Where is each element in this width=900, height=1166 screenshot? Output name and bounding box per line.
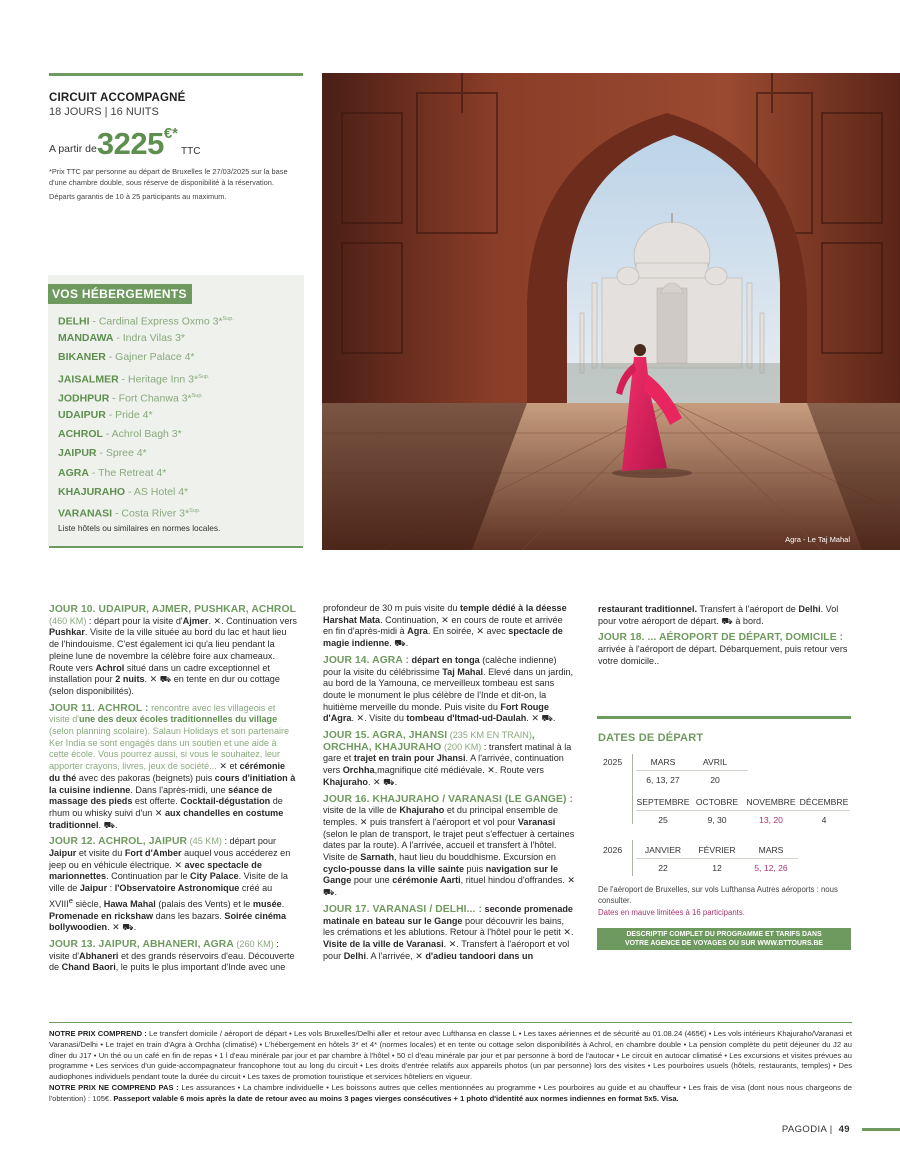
hotel-name: - Costa River 3* bbox=[112, 507, 190, 520]
hotel-name: - Fort Chanwa 3* bbox=[109, 392, 192, 405]
hotel-city: DELHI bbox=[58, 315, 90, 328]
hotels-footnote: Liste hôtels ou similaires en normes locales. bbox=[58, 523, 221, 533]
hotel-sup: Sup. bbox=[189, 507, 201, 514]
hotel-name: - Achrol Bagh 3* bbox=[102, 428, 182, 441]
day-18: JOUR 18. ... AÉROPORT DE DÉPART, DOMICILE : arrivée à l'aéroport de départ. Débarquement, puis retour vers votre domicile.. bbox=[598, 632, 848, 666]
day-14-title: JOUR 14. AGRA : bbox=[323, 654, 409, 666]
row-divider bbox=[636, 770, 748, 771]
hotel-city: MANDAWA bbox=[58, 332, 114, 345]
hotel-item bbox=[58, 444, 234, 463]
day-10-title: JOUR 10. UDAIPUR, AJMER, PUSHKAR, ACHROL bbox=[49, 604, 296, 615]
hotel-item bbox=[58, 329, 234, 348]
hotel-item bbox=[58, 406, 234, 425]
month-mars-2026: MARS bbox=[758, 845, 784, 855]
price-currency: €* bbox=[163, 125, 179, 142]
price-prefix: A partir de bbox=[49, 143, 97, 155]
day-15-title-2: , ORCHHA, KHAJURAHO bbox=[323, 730, 535, 753]
month-novembre: NOVEMBRE bbox=[746, 797, 796, 807]
taj-mahal-photo bbox=[322, 73, 900, 550]
days-decembre: 4 bbox=[821, 815, 827, 825]
cta-line-2: VOTRE AGENCE DE VOYAGES OU SUR WWW.BTTOURS.BE bbox=[624, 940, 824, 947]
row-divider bbox=[636, 858, 798, 859]
day-18-title: JOUR 18. ... AÉROPORT DE DÉPART, DOMICILE : bbox=[598, 632, 844, 644]
month-fevrier: FÉVRIER bbox=[698, 845, 736, 855]
hotel-item bbox=[58, 387, 234, 406]
hotel-item bbox=[58, 425, 234, 444]
day-12-distance: (45 KM) bbox=[189, 836, 222, 847]
hotel-sup: Sup. bbox=[198, 373, 210, 380]
hotel-sup: Sup. bbox=[191, 392, 203, 399]
days-octobre: 9, 30 bbox=[707, 815, 727, 825]
day-15-distance-2: (200 KM) bbox=[443, 741, 482, 752]
year-2026: 2026 bbox=[603, 845, 623, 855]
month-avril: AVRIL bbox=[702, 757, 728, 767]
month-decembre: DÉCEMBRE bbox=[799, 797, 849, 807]
row-divider bbox=[636, 810, 850, 811]
circuit-duration: 18 JOURS | 16 NUITS bbox=[49, 106, 159, 118]
footer-bar bbox=[862, 1128, 900, 1131]
photo-caption: Agra - Le Taj Mahal bbox=[785, 535, 850, 544]
day-16-title: JOUR 16. KHAJURAHO / VARANASI (LE GANGE) : bbox=[323, 793, 574, 805]
days-janvier: 22 bbox=[658, 863, 668, 873]
day-12: JOUR 12. ACHROL, JAIPUR (45 KM) : départ pour Jaipur et visite du Fort d'Amber auquel vous accéderez en jeep ou en véhicule électrique. ✕ avec spectacle de marionnettes. Continuation par le City Palace. Visite de la ville de Jaipur : l'Observatoire Astronomique créé au XVIIIe siècle, Hawa Mahal (palais des Vents) et le musée. Promenade en rickshaw dans les bazars. Soirée cinéma bollywoodien. ✕ ⛟. bbox=[49, 836, 291, 933]
comprend-label: NOTRE PRIX COMPREND : bbox=[49, 1029, 147, 1038]
comprend-text: Le transfert domicile / aéroport de départ • Les vols Bruxelles/Delhi aller et retour avec Lufthansa en classe L • Les taxes aériennes et de sécurité au 01.08.24 (465€) • Les vols intérieurs Khajuraho/Varanasi et Varanasi/Delhi • Le trajet en train d'Agra à Orchha (climatisé) • L'hébergement en hôtels 3* et 4* (normes locales) et en tente ou cottage selon disponibilités à Achrol, en chambre double • La pension complète du petit déjeuner du J2 au dîner du J17 • Un thé ou un café en fin de repas • 1 l d'eau minérale par jour et par chambre à l'hôtel • 50 cl d'eau minérale par jour et par personne à bord de l'autocar • Le circuit en autocar climatisé • Les excursions et visites prévues au programme • Les services d'un guide-accompagnateur francophone tout au long du circuit • Les droits d'entrée relatifs aux appareils photos (un par personne) lors des visites • Les pourboires usuels (hôtels, restaurants, temples) • Des audiophones individuels pendant toute la durée du circuit • Les taxes de promotion touristique et services hôteliers en vigueur. bbox=[49, 1029, 852, 1082]
hotel-item bbox=[58, 368, 234, 387]
price-value: 3225 bbox=[96, 126, 164, 161]
hotel-item bbox=[58, 348, 234, 367]
hotel-city: JAIPUR bbox=[58, 447, 97, 460]
hotel-name: - Pride 4* bbox=[105, 408, 153, 421]
hotel-name: - Gajner Palace 4* bbox=[105, 351, 195, 364]
hotel-item bbox=[58, 483, 234, 502]
hotel-name: - Spree 4* bbox=[96, 447, 147, 460]
header-top-rule bbox=[49, 73, 303, 76]
hotel-name: - Heritage Inn 3* bbox=[118, 373, 199, 386]
days-septembre: 25 bbox=[658, 815, 668, 825]
day-13-continued: profondeur de 30 m puis visite du temple dédié à la déesse Harshat Mata. Continuation, ✕ en cours de route et arrivée en fin d'après-midi à Agra. En soirée, ✕ avec spectacle de magie indienne. ⛟. bbox=[323, 603, 567, 649]
day-13-distance: (260 KM) bbox=[236, 939, 274, 950]
hotels-list bbox=[58, 310, 234, 521]
hotel-sup: Sup. bbox=[222, 316, 234, 322]
day-11: JOUR 11. ACHROL : rencontre avec les villageois et visite d'une des deux écoles traditionnelles du village (selon planning scolaire). Salaun Holidays et son partenaire Ker India se sont engagés dans un soutien et une aide à cette école. Vous pourrez aussi, si vous le souhaitez, leur apporter crayons, livres, jeux de société... ✕ et cérémonie du thé avec des pakoras (beignets) puis cours d'initiation à la cuisine indienne. Dans l'après-midi, une séance de massage des pieds est offerte. Cocktail-dégustation de rhum ou whisky suivi d'un ✕ aux chandelles en costume traditionnel. ⛟. bbox=[49, 702, 296, 830]
day-14: JOUR 14. AGRA : départ en tonga (calèche indienne) pour la visite du célébrissime Taj Mahal. Elevé dans un jardin, au bord de la Yamouna, ce merveilleux tombeau est sans doute le monument le plus célèbre de l'Inde et dit-on, la huitième merveille du monde. Puis visite du Fort Rouge d'Agra. ✕. Visite du tombeau d'Itmad-ud-Daulah. ✕ ⛟. bbox=[323, 654, 574, 724]
day-13-title: JOUR 13. JAIPUR, ABHANERI, AGRA bbox=[49, 939, 234, 951]
footer-brand: PAGODIA | bbox=[781, 1124, 833, 1135]
notes-rule bbox=[49, 1022, 852, 1023]
hotel-item bbox=[58, 502, 234, 521]
page-number: 49 bbox=[838, 1124, 850, 1135]
dates-mauve-note: Dates en mauve limitées à 16 participants. bbox=[598, 908, 745, 917]
price-note: *Prix TTC par personne au départ de Bruxelles le 27/03/2025 sur la base d'une chambre double, sous réserve de disponibilité à la réservation. bbox=[49, 167, 288, 187]
hotels-title: VOS HÉBERGEMENTS bbox=[48, 284, 192, 304]
days-fevrier: 12 bbox=[712, 863, 722, 873]
hotels-box bbox=[48, 275, 304, 546]
ne-comprend-text: Les assurances • La chambre individuelle • Les boissons autres que celles mentionnées au programme • Les pourboires au guide et au chauffeur • Les frais de visa (dont nous nous chargeons de l'obtention) : 105€. bbox=[49, 1082, 852, 1103]
circuit-header bbox=[49, 92, 304, 201]
day-17-continued: restaurant traditionnel. Transfert à l'aéroport de Delhi. Vol pour votre aéroport de départ. ⛟ à bord. bbox=[598, 604, 839, 626]
circuit-title: CIRCUIT ACCOMPAGNÉ bbox=[49, 92, 186, 104]
day-11-title: JOUR 11. ACHROL : bbox=[49, 702, 149, 714]
day-10-distance: (460 KM) bbox=[49, 615, 87, 626]
month-octobre: OCTOBRE bbox=[695, 797, 739, 807]
ne-comprend-label: NOTRE PRIX NE COMPREND PAS : bbox=[49, 1082, 179, 1092]
price-notes bbox=[49, 1029, 852, 1105]
departures-note: Départs garantis de 10 à 25 participants au maximum. bbox=[49, 192, 227, 202]
itinerary-column-2 bbox=[323, 603, 575, 967]
hotel-city: KHAJURAHO bbox=[58, 485, 126, 498]
itinerary-column-3 bbox=[598, 604, 852, 673]
hotel-city: JAISALMER bbox=[58, 373, 119, 386]
year-divider bbox=[632, 754, 633, 824]
month-septembre: SEPTEMBRE bbox=[636, 797, 690, 807]
day-15-title: JOUR 15. AGRA, JHANSI bbox=[323, 730, 448, 742]
day-16: JOUR 16. KHAJURAHO / VARANASI (LE GANGE) : visite de la ville de Khajuraho et du principal ensemble de temples. ✕ puis transfert à l'aéroport et vol pour Varanasi (selon le plan de transport, le trajet peut s'effectuer à certaines dates par la route). A l'arrivée, accueil et transfert à l'hôtel. Visite de Sarnath, haut lieu du bouddhisme. Excursion en cyclo-pousse dans la ville sainte puis navigation sur le Gange pour une cérémonie Aarti, rituel hindou d'offrandes. ✕ ⛟. bbox=[323, 793, 576, 898]
days-mars-2026: 5, 12, 26 bbox=[754, 863, 788, 873]
hotel-name: - Cardinal Express Oxmo 3* bbox=[89, 315, 223, 328]
year-divider bbox=[632, 840, 633, 876]
day-17-title: JOUR 17. VARANASI / DELHI... : bbox=[323, 903, 483, 915]
hotels-bottom-rule bbox=[49, 546, 303, 548]
days-novembre: 13, 20 bbox=[759, 815, 783, 825]
hotel-city: BIKANER bbox=[58, 351, 106, 364]
hotel-city: UDAIPUR bbox=[58, 408, 106, 421]
day-10: JOUR 10. UDAIPUR, AJMER, PUSHKAR, ACHROL (460 KM) : départ pour la visite d'Ajmer. ✕. Continuation vers Pushkar. Visite de la ville située au bord du lac et haut lieu de l'hindouisme. C'est également ici qu'a lieu pendant la pleine lune de novembre la célèbre foire aux chameaux. Route vers Achrol situé dans un cadre exceptionnel et installation pour 2 nuits. ✕ ⛟ en tente en dur ou cottage (selon disponibilités). bbox=[49, 604, 297, 696]
dates-note: De l'aéroport de Bruxelles, sur vols Lufthansa Autres aéroports : nous consulter. bbox=[598, 885, 838, 905]
hotel-item bbox=[58, 310, 234, 329]
hotel-city: ACHROL bbox=[58, 428, 103, 441]
program-cta-banner[interactable] bbox=[597, 928, 851, 950]
hotel-name: - Indra Vilas 3* bbox=[113, 332, 186, 345]
price-row bbox=[49, 125, 304, 161]
dates-title: DATES DE DÉPART bbox=[598, 732, 704, 744]
day-12-title: JOUR 12. ACHROL, JAIPUR bbox=[49, 836, 188, 848]
month-janvier: JANVIER bbox=[644, 845, 682, 855]
year-2025: 2025 bbox=[603, 757, 623, 767]
hotel-name: - AS Hotel 4* bbox=[125, 485, 189, 498]
hotel-city: AGRA bbox=[58, 466, 89, 479]
itinerary-column-1 bbox=[49, 604, 298, 979]
day-15: JOUR 15. AGRA, JHANSI (235 KM EN TRAIN), ORCHHA, KHAJURAHO (200 KM) : transfert matinal à la gare et trajet en train pour Jhansi. A l'arrivée, continuation vers Orchha,magnifique cité médiévale. ✕. Route vers Khajuraho. ✕ ⛟. bbox=[323, 730, 572, 787]
page-footer bbox=[782, 1124, 850, 1135]
days-avril: 20 bbox=[710, 775, 720, 785]
cta-line-1: DESCRIPTIF COMPLET DU PROGRAMME ET TARIFS DANS bbox=[626, 931, 822, 938]
days-mars: 6, 13, 27 bbox=[646, 775, 680, 785]
dates-top-rule bbox=[597, 716, 851, 719]
hotel-city: VARANASI bbox=[58, 507, 113, 520]
day-13: JOUR 13. JAIPUR, ABHANERI, AGRA (260 KM) : visite d'Abhaneri et des grands réservoirs d'eau. Découverte de Chand Baori, le puits le plus important d'Inde avec une bbox=[49, 939, 295, 973]
day-15-distance: (235 KM EN TRAIN) bbox=[449, 730, 532, 741]
price-ttc: TTC bbox=[181, 146, 201, 157]
hotel-item bbox=[58, 464, 234, 483]
hotel-city: JODHPUR bbox=[58, 392, 110, 405]
day-17: JOUR 17. VARANASI / DELHI... : seconde promenade matinale en bateau sur le Gange pour découvrir les bains, les crémations et les ablutions. Retour à l'hôtel pour le petit ✕. Visite de la ville de Varanasi. ✕. Transfert à l'aéroport et vol pour Delhi. A l'arrivée, ✕ d'adieu tandoori dans un bbox=[323, 903, 574, 961]
passport-note: Passeport valable 6 mois après la date de retour avec au moins 3 pages vierges consécutives + 1 photo d'identité aux normes indiennes en format 5x5. Visa. bbox=[111, 1093, 679, 1103]
hotel-name: - The Retreat 4* bbox=[88, 466, 167, 479]
month-mars: MARS bbox=[650, 757, 676, 767]
